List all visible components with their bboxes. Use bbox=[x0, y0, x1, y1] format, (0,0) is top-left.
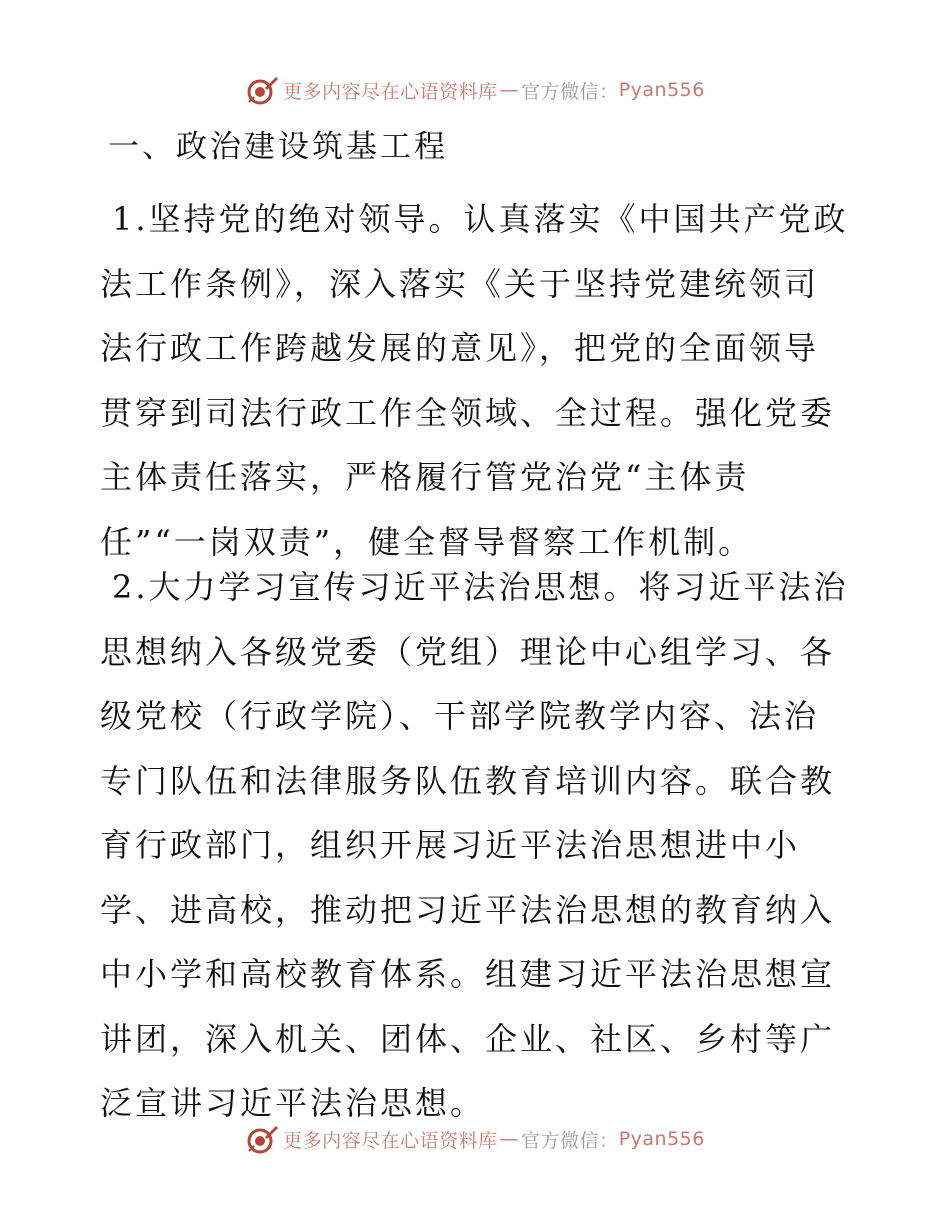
header-watermark bbox=[0, 70, 950, 110]
section-heading: 一、政治建设筑基工程 bbox=[108, 129, 448, 165]
paragraph-1: 1.坚持党的绝对领导。认真落实《中国共产党政法工作条例》，深入落实《关于坚持党建统领司法行政工作跨越发展的意见》，把党的全面领导贯穿到司法行政工作全领域、全过程。强化党委主体责任落实，严格履行管党治党“主体责任”“一岗双责”，健全督导督察工作机制。 bbox=[100, 200, 849, 561]
pen-circle-logo-icon bbox=[245, 73, 279, 107]
pen-circle-logo-icon bbox=[245, 1122, 279, 1156]
paragraph-2: 2.大力学习宣传习近平法治思想。将习近平法治思想纳入各级党委（党组）理论中心组学习、各级党校（行政学院）、干部学院教学内容、法治专门队伍和法律服务队伍教育培训内容。联合教育行政部门，组织开展习近平法治思想进中小学、进高校，推动把习近平法治思想的教育纳入中小学和高校教育体系。组建习近平法治思想宣讲团，深入机关、团体、企业、社区、乡村等广泛宣讲习近平法治思想。 bbox=[100, 568, 849, 1122]
watermark-separator: — bbox=[499, 1128, 520, 1150]
watermark-label: 官方微信： bbox=[521, 80, 619, 103]
watermark-label: 官方微信： bbox=[521, 1129, 619, 1152]
watermark-account: Pyan556 bbox=[618, 79, 705, 101]
watermark-brand: 更多内容尽在心语资料库 bbox=[283, 80, 498, 103]
watermark-account: Pyan556 bbox=[618, 1128, 705, 1150]
watermark-separator: — bbox=[499, 79, 520, 101]
watermark-brand: 更多内容尽在心语资料库 bbox=[283, 1129, 498, 1152]
footer-watermark bbox=[0, 1119, 950, 1159]
